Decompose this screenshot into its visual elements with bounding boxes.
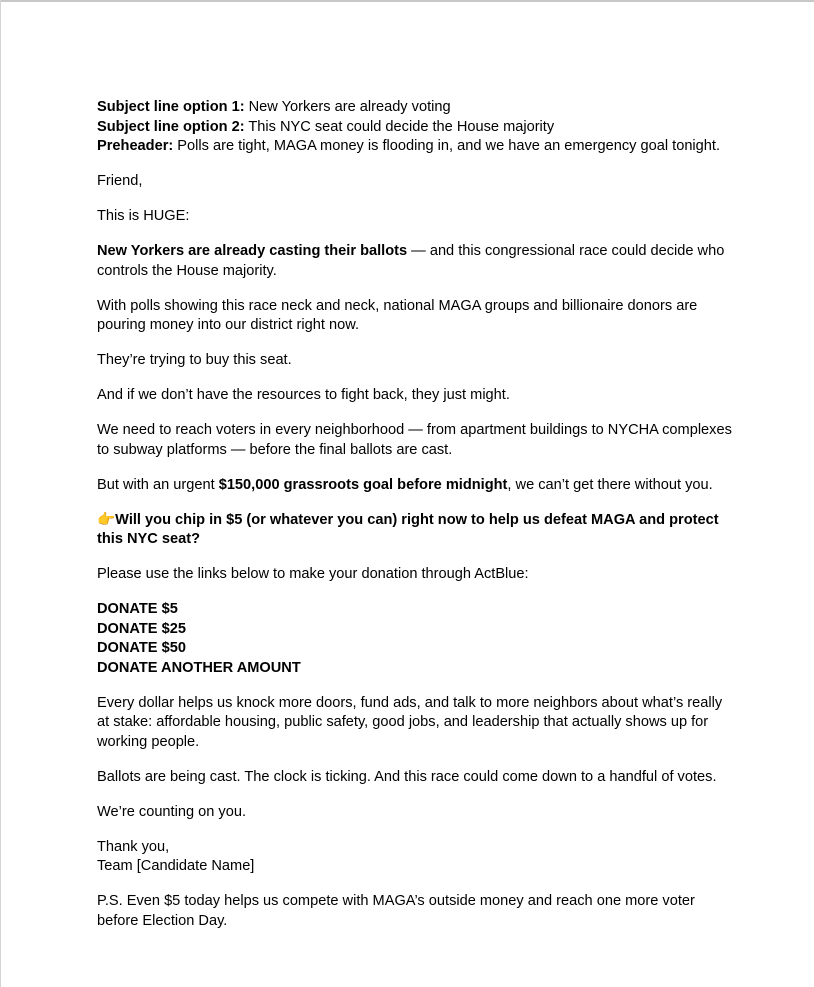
signoff-block [97, 838, 737, 877]
paragraph-buy-seat: They’re trying to buy this seat. [97, 352, 292, 368]
signoff: Thank you, [97, 838, 170, 855]
signature: Team [Candidate Name] [97, 858, 255, 874]
email-header [97, 98, 737, 157]
paragraph-reach-voters: We need to reach voters in every neighborhood — from apartment buildings to NYCHA complexes to subway platforms — before the final ballots are cast. [97, 422, 732, 458]
document-page [97, 98, 737, 947]
links-intro: Please use the links below to make your donation through ActBlue: [97, 566, 529, 582]
paragraph-goal: But with an urgent $150,000 grassroots goal before midnight, we can’t get there without you. [97, 476, 713, 493]
subject-line-2: Subject line option 2: This NYC seat could decide the House majority [97, 118, 555, 135]
postscript: P.S. Even $5 today helps us compete with MAGA’s outside money and reach one more voter before Election Day. [97, 893, 695, 929]
window-top-border [0, 0, 814, 2]
paragraph-counting: We’re counting on you. [97, 803, 247, 820]
paragraph-polls: With polls showing this race neck and neck, national MAGA groups and billionaire donors are pouring money into our district right now. [97, 297, 698, 333]
paragraph-ballots: New Yorkers are already casting their ballots — and this congressional race could decide who controls the House majority. [97, 243, 725, 279]
huge-line: This is HUGE: [97, 208, 190, 224]
subject-line-1: Subject line option 1: New Yorkers are already voting [97, 99, 451, 115]
donate-25-link[interactable]: DONATE $25 [97, 620, 186, 637]
paragraph-every-dollar: Every dollar helps us knock more doors, fund ads, and talk to more neighbors about what’s really at stake: affordable housing, public safety, good jobs, and leadership that actually shows up for working people. [97, 694, 723, 750]
preheader: Preheader: Polls are tight, MAGA money is flooding in, and we have an emergency goal tonight. [97, 138, 721, 154]
greeting: Friend, [97, 173, 143, 189]
pointing-hand-icon: 👉 [97, 511, 116, 528]
paragraph-resources: And if we don’t have the resources to fight back, they just might. [97, 387, 510, 403]
paragraph-clock: Ballots are being cast. The clock is ticking. And this race could come down to a handful of votes. [97, 768, 717, 785]
donate-links [97, 600, 737, 678]
window-left-border [0, 0, 1, 987]
donation-ask: 👉Will you chip in $5 (or whatever you can) right now to help us defeat MAGA and protect this NYC seat? [97, 511, 719, 547]
donate-50-link[interactable]: DONATE $50 [97, 640, 186, 656]
donate-5-link[interactable]: DONATE $5 [97, 601, 178, 617]
donate-other-amount-link[interactable]: DONATE ANOTHER AMOUNT [97, 659, 301, 676]
